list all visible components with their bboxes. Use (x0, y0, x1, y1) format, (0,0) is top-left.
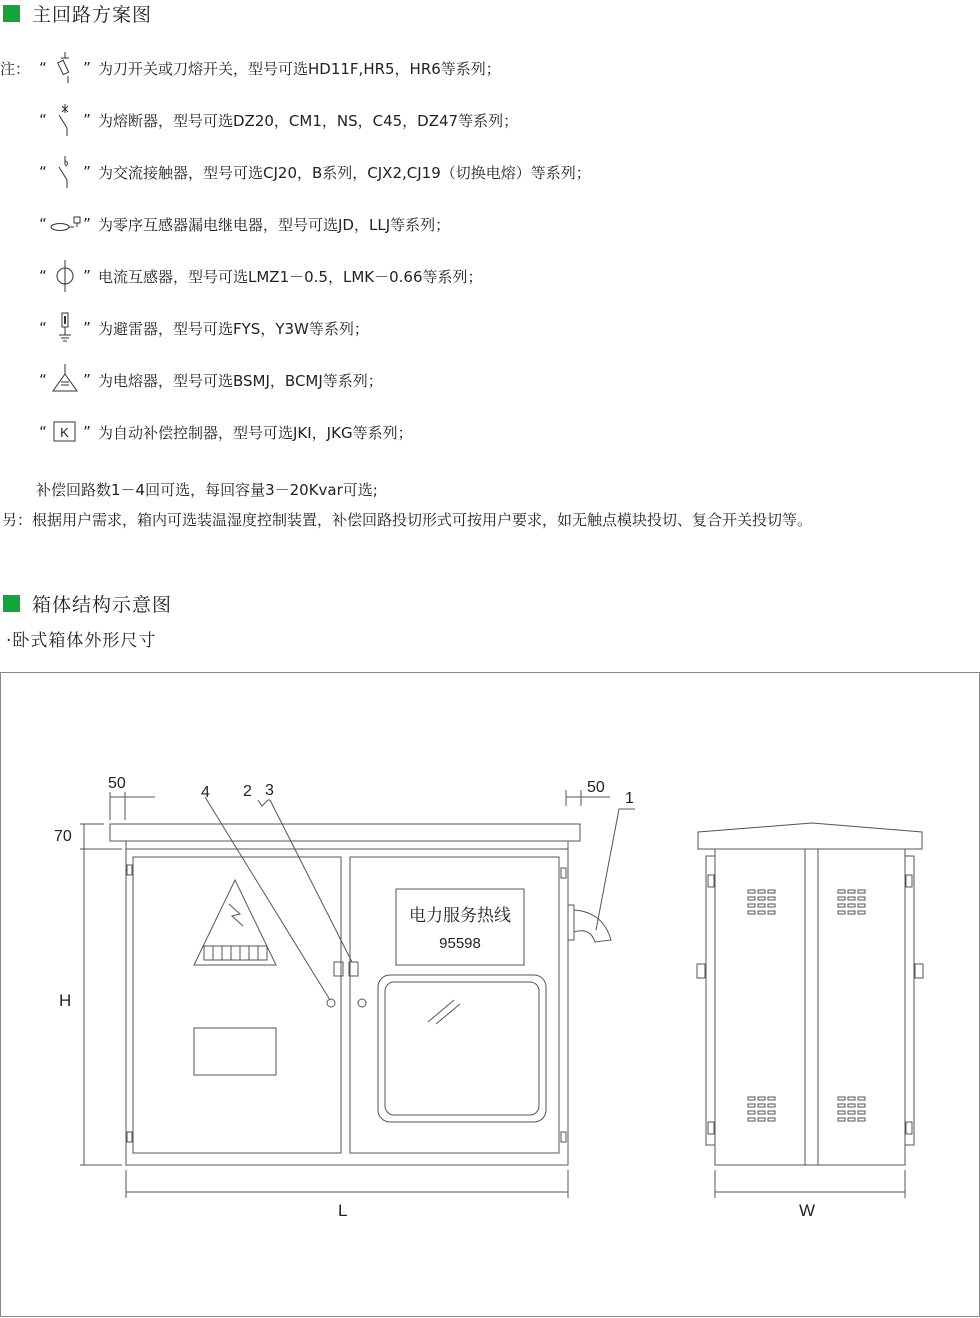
note-text: 为避雷器，型号可选FYS，Y3W等系列； (98, 319, 369, 338)
subtitle-dimensions: ·卧式箱体外形尺寸 (6, 631, 157, 651)
controller-k-icon (48, 416, 82, 448)
note-zero-sequence (0, 208, 450, 240)
breaker-icon (48, 104, 82, 136)
quote-close: ” (83, 423, 91, 441)
note-knife-switch (0, 52, 501, 84)
contactor-icon (48, 156, 82, 188)
quote-open: “ (39, 267, 47, 285)
note-capacitor (0, 364, 383, 396)
callout-4: 4 (201, 784, 210, 801)
quote-open: “ (39, 59, 47, 77)
quote-open: “ (39, 163, 47, 181)
section-title-box-structure (3, 590, 172, 617)
quote-close: ” (83, 371, 91, 389)
quote-close: ” (83, 267, 91, 285)
note-current-transformer (0, 260, 483, 292)
current-transformer-icon (48, 260, 82, 292)
quote-close: ” (83, 319, 91, 337)
green-square-icon (3, 595, 20, 612)
callout-1: 1 (625, 790, 634, 807)
note-prefix: 注： (0, 59, 31, 78)
knife-switch-icon (48, 52, 82, 84)
dim-W: W (799, 1201, 816, 1220)
dim-H: H (59, 991, 72, 1010)
note-breaker (0, 104, 518, 136)
note-text: 电流互感器，型号可选LMZ1－0.5，LMK－0.66等系列； (98, 267, 483, 286)
quote-open: “ (39, 319, 47, 337)
quote-close: ” (83, 59, 91, 77)
quote-close: ” (83, 215, 91, 233)
quote-open: “ (39, 111, 47, 129)
note-controller (0, 416, 413, 448)
surge-arrester-icon (48, 312, 82, 344)
note-text: 为自动补偿控制器，型号可选JKI，JKG等系列； (98, 423, 413, 442)
zero-sequence-ct-icon (48, 208, 82, 240)
hotline-label: 电力服务热线 (409, 906, 511, 925)
quote-close: ” (83, 111, 91, 129)
quote-open: “ (39, 371, 47, 389)
dim-left-50: 50 (108, 775, 126, 792)
capacitor-icon (48, 364, 82, 396)
note-surge-arrester (0, 312, 369, 344)
section-title-text: 箱体结构示意图 (32, 594, 173, 616)
callout-3: 3 (265, 782, 274, 799)
dim-L: L (338, 1201, 348, 1220)
note-text: 为刀开关或刀熔开关，型号可选HD11F,HR5，HR6等系列； (98, 59, 501, 78)
dim-70: 70 (54, 828, 72, 845)
additional-note: 另：根据用户需求，箱内可选装温湿度控制装置，补偿回路投切形式可按用户要求，如无触点模块投切、复合开关投切等。 (2, 511, 813, 529)
section-title-main-circuit (3, 0, 152, 27)
note-text: 为熔断器，型号可选DZ20，CM1，NS，C45，DZ47等系列； (98, 111, 519, 130)
dim-right-50: 50 (587, 779, 605, 796)
drawing-frame (0, 672, 980, 1317)
quote-open: “ (39, 215, 47, 233)
callout-2: 2 (243, 783, 252, 800)
note-text: 为交流接触器，型号可选CJ20，B系列，CJX2,CJ19（切换电熔）等系列； (98, 163, 591, 182)
green-square-icon (3, 5, 20, 22)
note-text: 为零序互感器漏电继电器，型号可选JD，LLJ等系列； (98, 215, 451, 234)
controller-k-label: K (60, 425, 69, 440)
hotline-number: 95598 (439, 935, 481, 952)
note-text: 为电熔器，型号可选BSMJ，BCMJ等系列； (98, 371, 383, 390)
note-contactor (0, 156, 591, 188)
quote-close: ” (83, 163, 91, 181)
quote-open: “ (39, 423, 47, 441)
compensation-note: 补偿回路数1－4回可选，每回容量3－20Kvar可选; (36, 481, 378, 499)
section-title-text: 主回路方案图 (32, 4, 153, 26)
